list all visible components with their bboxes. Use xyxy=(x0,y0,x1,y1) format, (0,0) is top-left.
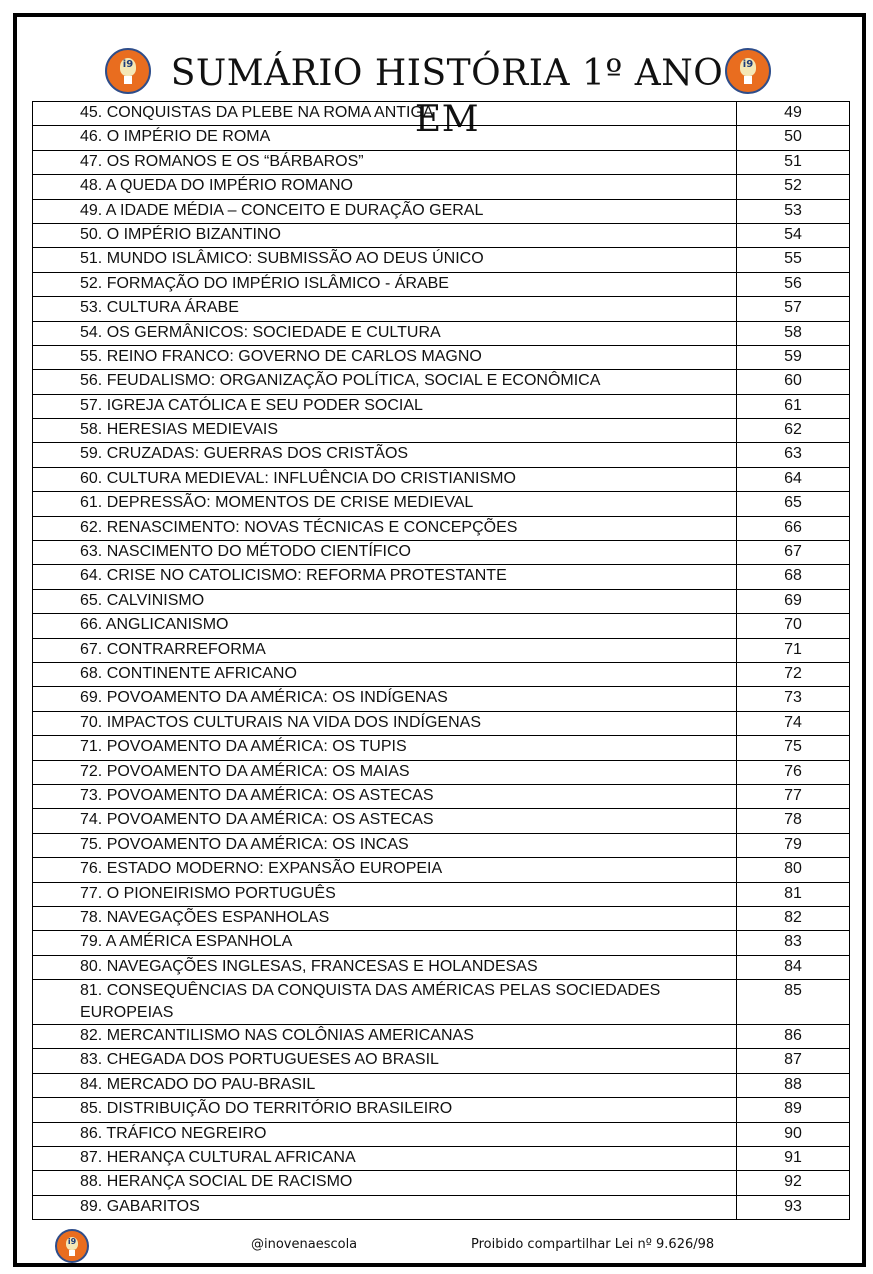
toc-item-page: 89 xyxy=(737,1098,850,1122)
toc-item-page: 75 xyxy=(737,736,850,760)
toc-item-title: 46. O IMPÉRIO DE ROMA xyxy=(33,126,737,150)
toc-item-page: 51 xyxy=(737,150,850,174)
toc-row xyxy=(33,516,850,540)
toc-item-page: 83 xyxy=(737,931,850,955)
toc-item-page: 80 xyxy=(737,858,850,882)
toc-item-title: 64. CRISE NO CATOLICISMO: REFORMA PROTESTANTE xyxy=(33,565,737,589)
toc-row xyxy=(33,223,850,247)
toc-item-page: 93 xyxy=(737,1195,850,1219)
toc-row xyxy=(33,345,850,369)
toc-item-title: 71. POVOAMENTO DA AMÉRICA: OS TUPIS xyxy=(33,736,737,760)
toc-item-title: 61. DEPRESSÃO: MOMENTOS DE CRISE MEDIEVAL xyxy=(33,492,737,516)
toc-item-title: 76. ESTADO MODERNO: EXPANSÃO EUROPEIA xyxy=(33,858,737,882)
toc-item-page: 78 xyxy=(737,809,850,833)
toc-item-page: 70 xyxy=(737,614,850,638)
toc-item-page: 72 xyxy=(737,662,850,686)
toc-item-title: 62. RENASCIMENTO: NOVAS TÉCNICAS E CONCEPÇÕES xyxy=(33,516,737,540)
toc-item-page: 57 xyxy=(737,297,850,321)
toc-item-page: 90 xyxy=(737,1122,850,1146)
toc-item-page: 92 xyxy=(737,1171,850,1195)
lightbulb-base xyxy=(744,76,752,84)
toc-item-page: 82 xyxy=(737,906,850,930)
toc-body xyxy=(33,102,850,1220)
toc-item-title: 50. O IMPÉRIO BIZANTINO xyxy=(33,223,737,247)
toc-row xyxy=(33,248,850,272)
toc-row xyxy=(33,565,850,589)
toc-item-title: 66. ANGLICANISMO xyxy=(33,614,737,638)
toc-row xyxy=(33,1122,850,1146)
toc-row xyxy=(33,1049,850,1073)
toc-row xyxy=(33,419,850,443)
toc-item-page: 58 xyxy=(737,321,850,345)
toc-item-title: 60. CULTURA MEDIEVAL: INFLUÊNCIA DO CRISTIANISMO xyxy=(33,467,737,491)
toc-item-title: 49. A IDADE MÉDIA – CONCEITO E DURAÇÃO GERAL xyxy=(33,199,737,223)
toc-row xyxy=(33,980,850,1025)
toc-row xyxy=(33,858,850,882)
toc-item-title: 51. MUNDO ISLÂMICO: SUBMISSÃO AO DEUS ÚNICO xyxy=(33,248,737,272)
toc-item-page: 52 xyxy=(737,175,850,199)
toc-item-page: 50 xyxy=(737,126,850,150)
toc-item-title: 67. CONTRARREFORMA xyxy=(33,638,737,662)
toc-item-page: 61 xyxy=(737,394,850,418)
toc-item-page: 77 xyxy=(737,784,850,808)
toc-item-page: 84 xyxy=(737,955,850,979)
toc-row xyxy=(33,199,850,223)
toc-item-page: 65 xyxy=(737,492,850,516)
toc-item-title: 81. CONSEQUÊNCIAS DA CONQUISTA DAS AMÉRICAS PELAS SOCIEDADES EUROPEIAS xyxy=(33,980,737,1025)
toc-item-page: 79 xyxy=(737,833,850,857)
toc-row xyxy=(33,492,850,516)
toc-row xyxy=(33,1025,850,1049)
toc-item-page: 53 xyxy=(737,199,850,223)
toc-item-title: 78. NAVEGAÇÕES ESPANHOLAS xyxy=(33,906,737,930)
toc-row xyxy=(33,321,850,345)
toc-item-title: 83. CHEGADA DOS PORTUGUESES AO BRASIL xyxy=(33,1049,737,1073)
toc-item-title: 54. OS GERMÂNICOS: SOCIEDADE E CULTURA xyxy=(33,321,737,345)
toc-row xyxy=(33,882,850,906)
toc-row xyxy=(33,175,850,199)
toc-item-title: 88. HERANÇA SOCIAL DE RACISMO xyxy=(33,1171,737,1195)
toc-item-page: 81 xyxy=(737,882,850,906)
toc-row xyxy=(33,102,850,126)
toc-item-title: 87. HERANÇA CULTURAL AFRICANA xyxy=(33,1147,737,1171)
lightbulb-base xyxy=(124,76,132,84)
table-of-contents xyxy=(32,101,850,1220)
toc-item-title: 53. CULTURA ÁRABE xyxy=(33,297,737,321)
school-logo-icon xyxy=(55,1229,89,1263)
toc-row xyxy=(33,955,850,979)
toc-item-title: 57. IGREJA CATÓLICA E SEU PODER SOCIAL xyxy=(33,394,737,418)
toc-item-title: 86. TRÁFICO NEGREIRO xyxy=(33,1122,737,1146)
toc-item-page: 66 xyxy=(737,516,850,540)
toc-item-page: 59 xyxy=(737,345,850,369)
lightbulb-base xyxy=(69,1250,75,1256)
logo-text: i9 xyxy=(122,59,134,70)
toc-item-page: 73 xyxy=(737,687,850,711)
page-frame xyxy=(13,13,866,1267)
toc-item-title: 89. GABARITOS xyxy=(33,1195,737,1219)
toc-item-page: 55 xyxy=(737,248,850,272)
toc-item-title: 69. POVOAMENTO DA AMÉRICA: OS INDÍGENAS xyxy=(33,687,737,711)
toc-item-title: 59. CRUZADAS: GUERRAS DOS CRISTÃOS xyxy=(33,443,737,467)
toc-row xyxy=(33,906,850,930)
toc-item-title: 84. MERCADO DO PAU-BRASIL xyxy=(33,1073,737,1097)
toc-row xyxy=(33,736,850,760)
toc-item-title: 47. OS ROMANOS E OS “BÁRBAROS” xyxy=(33,150,737,174)
toc-row xyxy=(33,541,850,565)
toc-row xyxy=(33,150,850,174)
page-title: SUMÁRIO HISTÓRIA 1º ANO EM xyxy=(170,53,724,140)
toc-item-title: 55. REINO FRANCO: GOVERNO DE CARLOS MAGNO xyxy=(33,345,737,369)
toc-row xyxy=(33,1195,850,1219)
toc-item-page: 86 xyxy=(737,1025,850,1049)
toc-item-page: 56 xyxy=(737,272,850,296)
toc-item-title: 68. CONTINENTE AFRICANO xyxy=(33,662,737,686)
toc-row xyxy=(33,1073,850,1097)
toc-item-title: 45. CONQUISTAS DA PLEBE NA ROMA ANTIGA xyxy=(33,102,737,126)
toc-row xyxy=(33,272,850,296)
logo-text: i9 xyxy=(67,1237,77,1246)
toc-row xyxy=(33,1171,850,1195)
toc-item-page: 91 xyxy=(737,1147,850,1171)
toc-row xyxy=(33,760,850,784)
toc-row xyxy=(33,443,850,467)
toc-row xyxy=(33,687,850,711)
toc-item-title: 56. FEUDALISMO: ORGANIZAÇÃO POLÍTICA, SOCIAL E ECONÔMICA xyxy=(33,370,737,394)
toc-item-title: 79. A AMÉRICA ESPANHOLA xyxy=(33,931,737,955)
toc-item-page: 49 xyxy=(737,102,850,126)
toc-row xyxy=(33,467,850,491)
toc-item-page: 76 xyxy=(737,760,850,784)
toc-item-title: 77. O PIONEIRISMO PORTUGUÊS xyxy=(33,882,737,906)
toc-item-title: 75. POVOAMENTO DA AMÉRICA: OS INCAS xyxy=(33,833,737,857)
toc-row xyxy=(33,638,850,662)
copyright-notice: Proibido compartilhar Lei nº 9.626/98 xyxy=(471,1237,715,1252)
toc-item-page: 69 xyxy=(737,589,850,613)
toc-row xyxy=(33,1098,850,1122)
toc-item-title: 63. NASCIMENTO DO MÉTODO CIENTÍFICO xyxy=(33,541,737,565)
toc-row xyxy=(33,931,850,955)
toc-row xyxy=(33,711,850,735)
toc-item-page: 71 xyxy=(737,638,850,662)
toc-row xyxy=(33,394,850,418)
school-logo-icon xyxy=(105,48,151,94)
toc-item-title: 48. A QUEDA DO IMPÉRIO ROMANO xyxy=(33,175,737,199)
toc-item-title: 58. HERESIAS MEDIEVAIS xyxy=(33,419,737,443)
toc-item-title: 72. POVOAMENTO DA AMÉRICA: OS MAIAS xyxy=(33,760,737,784)
toc-item-page: 54 xyxy=(737,223,850,247)
toc-item-title: 65. CALVINISMO xyxy=(33,589,737,613)
toc-row xyxy=(33,370,850,394)
toc-item-page: 60 xyxy=(737,370,850,394)
toc-item-title: 73. POVOAMENTO DA AMÉRICA: OS ASTECAS xyxy=(33,784,737,808)
toc-item-page: 74 xyxy=(737,711,850,735)
toc-row xyxy=(33,833,850,857)
toc-row xyxy=(33,809,850,833)
toc-row xyxy=(33,126,850,150)
social-handle: @inovenaescola xyxy=(251,1237,358,1252)
toc-row xyxy=(33,784,850,808)
toc-item-page: 87 xyxy=(737,1049,850,1073)
toc-row xyxy=(33,589,850,613)
school-logo-icon xyxy=(725,48,771,94)
toc-item-title: 85. DISTRIBUIÇÃO DO TERRITÓRIO BRASILEIRO xyxy=(33,1098,737,1122)
toc-item-title: 82. MERCANTILISMO NAS COLÔNIAS AMERICANAS xyxy=(33,1025,737,1049)
toc-item-page: 67 xyxy=(737,541,850,565)
toc-item-title: 52. FORMAÇÃO DO IMPÉRIO ISLÂMICO - ÁRABE xyxy=(33,272,737,296)
toc-item-title: 80. NAVEGAÇÕES INGLESAS, FRANCESAS E HOLANDESAS xyxy=(33,955,737,979)
toc-item-title: 70. IMPACTOS CULTURAIS NA VIDA DOS INDÍGENAS xyxy=(33,711,737,735)
toc-item-page: 68 xyxy=(737,565,850,589)
toc-item-title: 74. POVOAMENTO DA AMÉRICA: OS ASTECAS xyxy=(33,809,737,833)
toc-row xyxy=(33,1147,850,1171)
toc-item-page: 88 xyxy=(737,1073,850,1097)
page-footer xyxy=(17,1227,862,1267)
toc-row xyxy=(33,614,850,638)
toc-row xyxy=(33,662,850,686)
toc-item-page: 63 xyxy=(737,443,850,467)
toc-item-page: 64 xyxy=(737,467,850,491)
logo-text: i9 xyxy=(742,59,754,70)
toc-row xyxy=(33,297,850,321)
toc-item-page: 85 xyxy=(737,980,850,1025)
toc-item-page: 62 xyxy=(737,419,850,443)
